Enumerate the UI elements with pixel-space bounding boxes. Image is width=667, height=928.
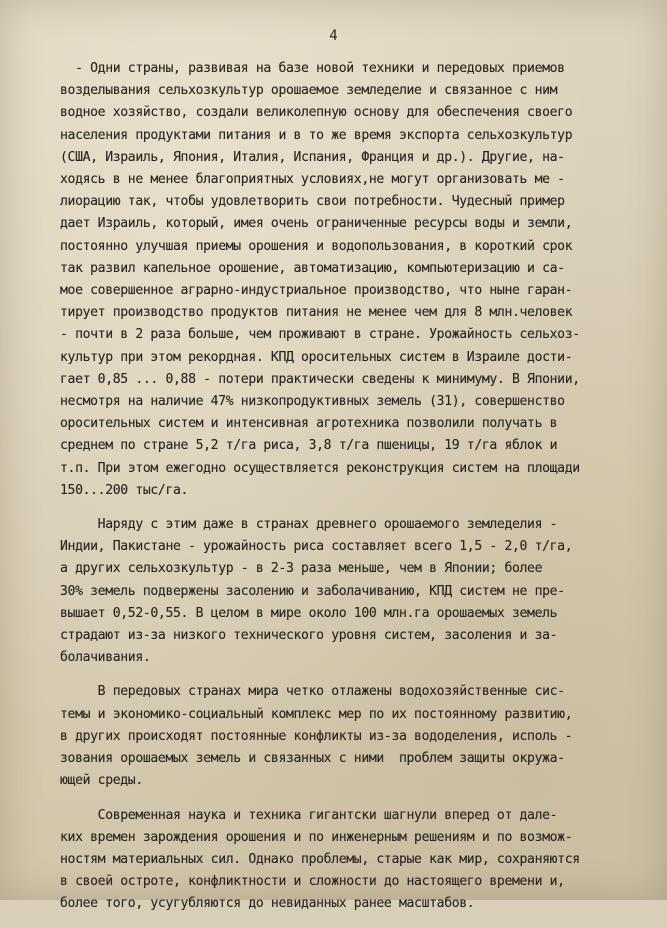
text-line: Современная наука и техника гигантски шагнули вперед от дале- [60, 807, 558, 823]
text-line: ностям материальных сил. Однако проблемы, старые как мир, сохраняются [60, 851, 580, 867]
text-line: так развил капельное орошение, автоматизацию, компьютеризацию и са- [60, 260, 565, 276]
text-line: культур при этом рекордная. КПД оросительных систем в Израиле дости- [60, 349, 573, 365]
text-line: 150...200 тыс/га. [60, 482, 189, 498]
page-number: 4 [329, 28, 338, 44]
text-line: среднем по стране 5,2 т/га риса, 3,8 т/га пшеницы, 19 т/га яблок и [60, 438, 558, 454]
text-line: вышает 0,52-0,55. В целом в мире около 100 млн.га орошаемых земель [60, 605, 558, 621]
text-line: - почти в 2 раза больше, чем проживают в стране. Урожайность сельхоз- [60, 327, 580, 343]
paragraph-3 [60, 681, 660, 792]
text-line: болачивания. [60, 650, 151, 666]
text-line: (США, Израиль, Япония, Италия, Испания, Франция и др.). Другие, на- [60, 149, 565, 165]
text-line: В передовых странах мира четко отлажены водохозяйственные сис- [60, 684, 565, 700]
text-line: в своей остроте, конфликтности и сложности до настоящего времени и, [60, 874, 565, 890]
text-line: страдают из-за низкого технического уровня систем, засоления и за- [60, 628, 558, 644]
text-line: лиорацию так, чтобы удовлетворить свои потребности. Чудесный пример [60, 194, 565, 210]
text-line: постоянно улучшая приемы орошения и водопользования, в короткий срок [60, 238, 573, 254]
text-line: ходясь в не менее благоприятных условиях,не могут организовать ме - [60, 172, 565, 188]
text-line: ющей среды. [60, 773, 143, 789]
text-line: несмотря на наличие 47% низкопродуктивных земель (31), совершенство [60, 394, 565, 410]
text-line: в других происходят постоянные конфликты из-за вододеления, исполь - [60, 728, 573, 744]
text-line: дает Израиль, который, имея очень ограниченные ресурсы воды и земли, [60, 216, 573, 232]
text-line: Наряду с этим даже в странах древнего орошаемого земледелия - [60, 517, 558, 533]
text-body [60, 58, 660, 928]
text-line: возделывания сельхозкультур орошаемое земледелие и связанное с ним [60, 83, 558, 99]
text-line: зования орошаемых земель и связанных с ними проблем защиты окружа- [60, 751, 565, 767]
text-line: водное хозяйство, создали великолепную основу для обеспечения своего [60, 105, 573, 121]
text-line: а других сельхозкультур - в 2-3 раза меньше, чем в Японии; более [60, 561, 543, 577]
text-line: тирует производство продуктов питания не менее чем для 8 млн.человек [60, 305, 573, 321]
paragraph-2 [60, 514, 660, 669]
text-line: т.п. При этом ежегодно осуществляется реконструкция систем на площади [60, 460, 580, 476]
text-line: Индии, Пакистане - урожайность риса составляет всего 1,5 - 2,0 т/га, [60, 539, 573, 555]
text-line: 30% земель подвержены засолению и заболачиванию, КПД систем не пре- [60, 583, 565, 599]
text-line: ких времен зарождения орошения и по инженерным решениям и по возмож- [60, 829, 573, 845]
text-line: оросительных систем и интенсивная агротехника позволили получать в [60, 416, 558, 432]
text-line: мое совершенное аграрно-индустриальное производство, что ныне гаран- [60, 283, 573, 299]
text-line: темы и экономико-социальный комплекс мер по их постоянному развитию, [60, 706, 573, 722]
text-line: - Одни страны, развивая на базе новой техники и передовых приемов [60, 61, 565, 76]
paragraph-1 [60, 58, 660, 502]
text-line: населения продуктами питания и в то же время экспорта сельхозкультур [60, 127, 573, 143]
paragraph-4 [60, 805, 660, 916]
text-line: более того, усугубляются до невиданных ранее масштабов. [60, 896, 475, 912]
text-line: гает 0,85 ... 0,88 - потери практически сведены к минимуму. В Японии, [60, 371, 580, 387]
